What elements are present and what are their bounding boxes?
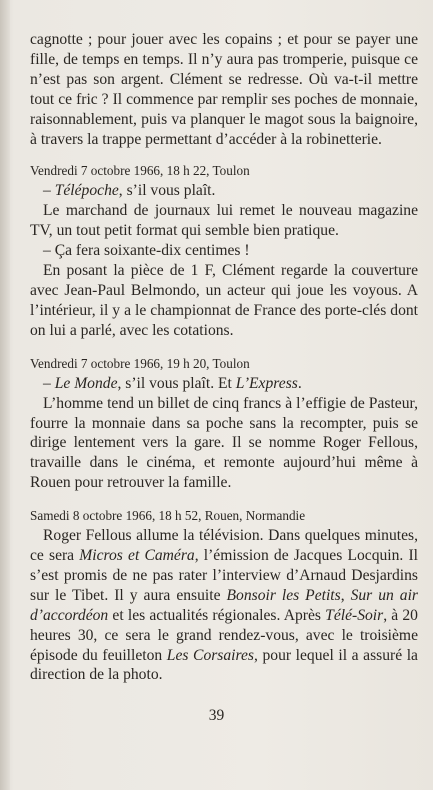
paragraph-piece: En posant la pièce de 1 F, Clément regarde la couverture avec Jean-Paul Belmondo, un acteur qui joue les voyous. A l’intérieur, il y a le championnat de France des porte-clés dont on lui a parlé, avec les cotations. [30, 262, 418, 339]
tv-text-b: , l’émission de Jacques Locquin. Il s’est promis de ne pas rater l’interview d’Arnaud Desjardins sur le Tibet. Il y aura ensuite [30, 547, 419, 604]
section-header-rouen: Samedi 8 octobre 1966, 18 h 52, Rouen, Normandie [30, 508, 306, 524]
tv-text-e: , à 20 heures 30, ce sera le grand rendez-vous, avec le troisième épisode du feuilleton [30, 606, 418, 664]
title-telepoche: Télépoche [54, 182, 119, 200]
paragraph-television [30, 526, 418, 685]
dialogue-telepoche: – Télépoche, s’il vous plaît. [43, 182, 216, 200]
dialogue-soixante-dix: – Ça fera soixante-dix centimes ! [43, 242, 250, 260]
title-micros-et-camera: Micros et Caméra [79, 547, 195, 565]
book-spine-shadow [0, 0, 10, 790]
title-lexpress: L’Express [235, 374, 298, 392]
section-header-toulon-1920: Vendredi 7 octobre 1966, 19 h 20, Toulon [30, 355, 250, 371]
tv-text-f: , pour lequel il a assuré la direction de la photo. [30, 646, 418, 684]
paragraph-billet: L’homme tend un billet de cinq francs à l’effigie de Pasteur, fourre la monnaie dans sa poche sans la recompter, puis se dirige lentement vers la gare. Il se nomme Roger Fellous, travaille dans le cinéma, et remonte aujourd’hui même à Rouen pour retrouver la famille. [30, 394, 418, 492]
paragraph-cagnotte: cagnotte ; pour jouer avec les copains ; et pour se payer une fille, de temps en temps. Il n’y aura pas tromperie, puisque ce n’est pas son argent. Clément se redresse. Où va-t-il mettre tout ce fric ? Il commence par remplir ses poches de monnaie, raisonnablement, puis va planquer le magot sous la baignoire, à travers la trappe permettant d’accéder à la robinetterie. [30, 31, 418, 148]
dialogue-telepoche-rest: , s’il vous plaît. [118, 182, 216, 200]
tv-text-c: , [340, 586, 351, 604]
tv-text-d: et les actualités régionales. Après [108, 606, 326, 624]
paragraph-marchand: Le marchand de journaux lui remet le nouveau magazine TV, un tout petit format qui semble bien pratique. [30, 202, 418, 240]
title-les-corsaires: Les Corsaires [166, 646, 254, 664]
title-le-monde: Le Monde [54, 374, 118, 392]
dialogue-le-monde-end: . [297, 374, 302, 392]
title-tele-soir: Télé-Soir [325, 606, 384, 624]
title-bonsoir-les-petits: Bonsoir les Petits [226, 586, 341, 604]
page-number: 39 [208, 707, 225, 724]
page-text [30, 30, 418, 685]
dialogue-le-monde: – Le Monde, s’il vous plaît. Et L’Express. [43, 374, 302, 392]
tv-text-a: Roger Fellous allume la télévision. Dans quelques minutes, ce sera [30, 527, 418, 565]
dialogue-le-monde-middle: , s’il vous plaît. Et [117, 374, 236, 392]
section-header-toulon-1822: Vendredi 7 octobre 1966, 18 h 22, Toulon [30, 163, 250, 179]
title-sur-un-air-daccordeon: Sur un air d’accordéon [30, 586, 418, 624]
